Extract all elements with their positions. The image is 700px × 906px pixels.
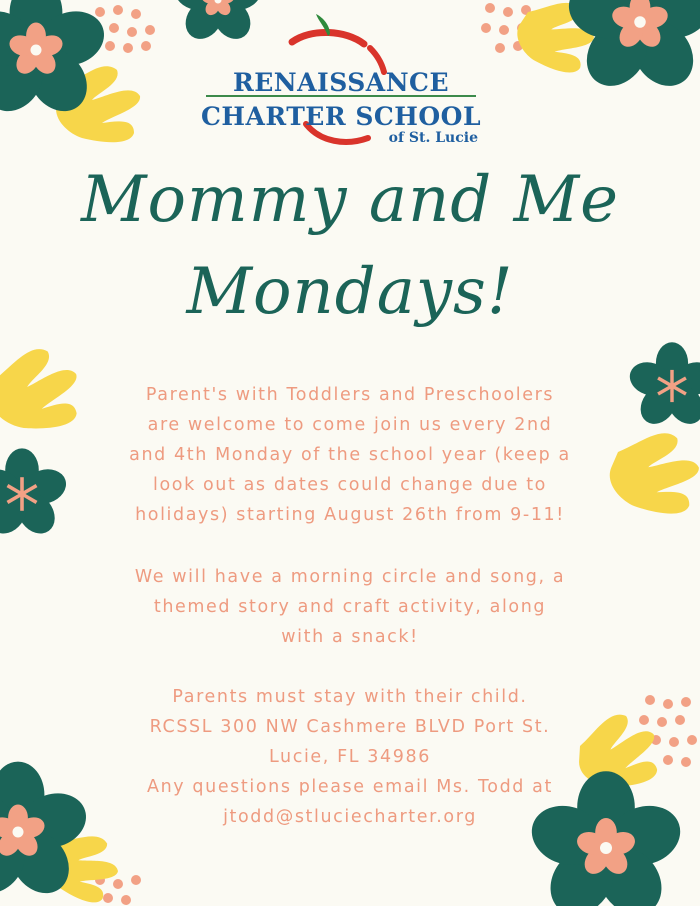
address-line: Lucie, FL 34986 <box>269 747 431 767</box>
logo-school-name-line2: CHARTER SCHOOL <box>200 102 482 131</box>
activities-paragraph <box>95 562 605 652</box>
contact-line: Parents must stay with their child. <box>172 687 528 707</box>
intro-paragraph <box>95 380 605 530</box>
flyer-title-line1: Mommy and Me <box>80 163 620 237</box>
logo-location: of St. Lucie <box>388 130 478 146</box>
flyer-title-line2: Mondays! <box>186 255 514 329</box>
email-address[interactable]: jtodd@stluciecharter.org <box>223 807 477 827</box>
dots-bottom-left <box>95 875 141 905</box>
activities-line: We will have a morning circle and song, a <box>134 567 566 587</box>
intro-line: are welcome to come join us every 2nd <box>147 415 553 435</box>
activities-line: with a snack! <box>281 627 419 647</box>
contact-paragraph <box>95 682 605 832</box>
dots-bottom-right <box>639 695 697 767</box>
contact-line: Any questions please email Ms. Todd at <box>147 777 553 797</box>
intro-line: and 4th Monday of the school year (keep a <box>129 445 571 465</box>
intro-line: look out as dates could change due to <box>153 475 547 495</box>
school-logo <box>196 12 486 152</box>
intro-line: Parent's with Toddlers and Preschoolers <box>145 385 555 405</box>
logo-school-name-line1: RENAISSANCE <box>232 68 450 97</box>
activities-line: themed story and craft activity, along <box>153 597 547 617</box>
address-line: RCSSL 300 NW Cashmere BLVD Port St. <box>149 717 551 737</box>
intro-line: holidays) starting August 26th from 9-11! <box>135 505 565 525</box>
